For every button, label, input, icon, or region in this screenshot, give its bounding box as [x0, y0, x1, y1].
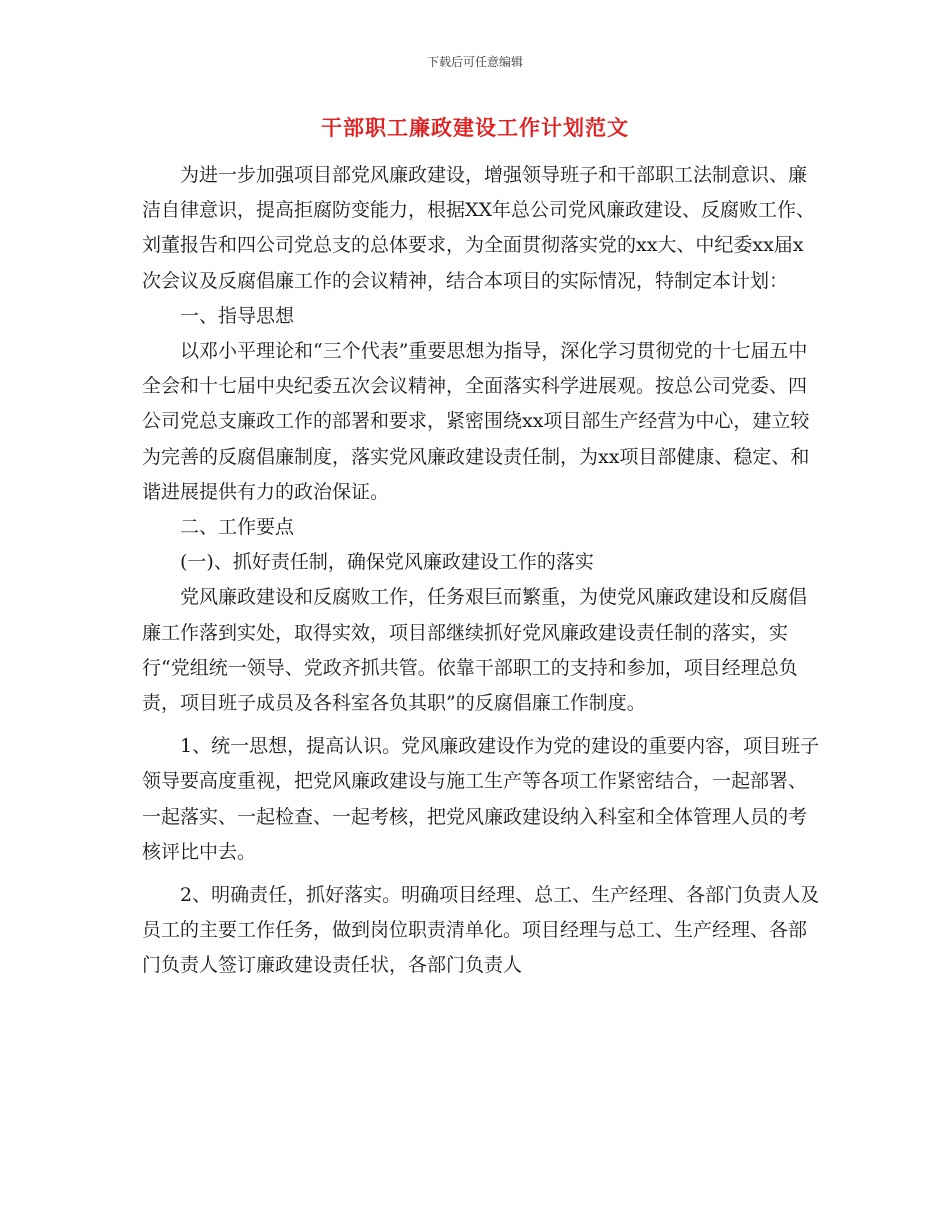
paragraph-guiding-thought: 以邓小平理论和“三个代表”重要思想为指导，深化学习贯彻党的十七届五中全会和十七届中央纪委五次会议精神，全面落实科学进展观。按总公司党委、四公司党总支廉政工作的部署和要求，紧密围绕xx项目部生产经营为中心，建立较为完善的反腐倡廉制度，落实党风廉政建设责任制，为xx项目部健康、稳定、和谐进展提供有力的政治保证。 — [142, 340, 810, 503]
section-heading-guiding-thought: 一、指导思想 — [180, 304, 295, 327]
document-body — [142, 158, 822, 984]
header-note: 下载后可任意编辑 — [426, 55, 523, 69]
section-heading-work-points: 二、工作要点 — [180, 516, 295, 539]
document-title: 干部职工廉政建设工作计划范文 — [321, 115, 629, 140]
paragraph-intro: 为进一步加强项目部党风廉政建设，增强领导班子和干部职工法制意识、廉洁自律意识，提高拒腐防变能力，根据XX年总公司党风廉政建设、反腐败工作、刘董报告和四公司党总支的总体要求，为全面贯彻落实党的xx大、中纪委xx届x次会议及反腐倡廉工作的会议精神，结合本项目的实际情况，特制定本计划： — [142, 164, 816, 292]
paragraph-responsibility: 党风廉政建设和反腐败工作，任务艰巨而繁重，为使党风廉政建设和反腐倡廉工作落到实处，取得实效，项目部继续抓好党风廉政建设责任制的落实，实行“党组统一领导、党政齐抓共管。依靠干部职工的支持和参加，项目经理总负责，项目班子成员及各科室各负其职”的反腐倡廉工作制度。 — [142, 586, 808, 715]
paragraph-item-2: 2、明确责任，抓好落实。明确项目经理、总工、生产经理、各部门负责人及员工的主要工作任务，做到岗位职责清单化。项目经理与总工、生产经理、各部门负责人签订廉政建设责任状，各部门负责人 — [142, 884, 820, 977]
paragraph-item-1: 1、统一思想，提高认识。党风廉政建设作为党的建设的重要内容，项目班子领导要高度重视，把党风廉政建设与施工生产等各项工作紧密结合，一起部署、一起落实、一起检查、一起考核，把党风廉政建设纳入科室和全体管理人员的考核评比中去。 — [142, 735, 820, 863]
subsection-heading-responsibility: (一)、抓好责任制，确保党风廉政建设工作的落实 — [180, 551, 594, 574]
